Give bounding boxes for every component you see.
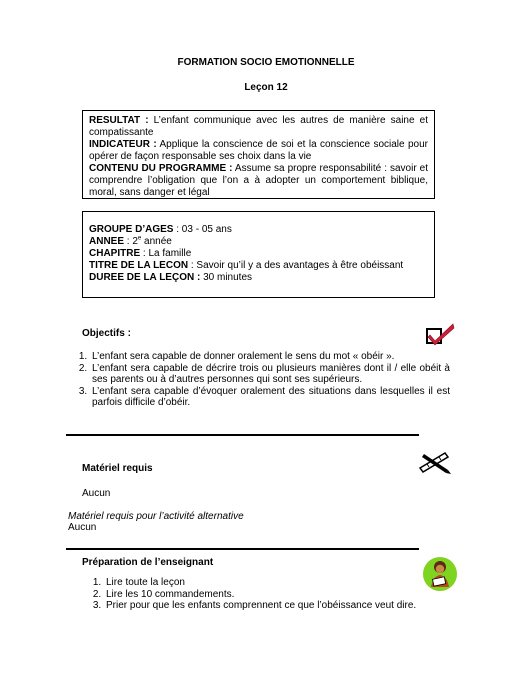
titre-line — [89, 260, 428, 272]
groupe-line — [89, 224, 428, 236]
materiel-alt-value: Aucun — [68, 522, 97, 533]
document-title: FORMATION SOCIO EMOTIONNELLE — [177, 57, 355, 68]
duree-line — [89, 272, 428, 284]
materiel-heading: Matériel requis — [82, 463, 153, 474]
preparation-list — [82, 577, 464, 612]
preparation-item: 1. Lire toute la leçon — [104, 577, 464, 589]
annee-text-a: : 2 — [124, 236, 138, 247]
annee-text-b: année — [141, 236, 172, 247]
objectif-item: 1. L’enfant sera capable de donner oralement le sens du mot « obéir ». — [90, 351, 450, 363]
chapitre-line — [89, 248, 428, 260]
objectifs-list — [68, 351, 450, 409]
annee-sup: e — [137, 235, 142, 242]
section-divider — [66, 434, 419, 436]
lesson-number: Leçon 12 — [244, 82, 288, 93]
materiel-alt-label: Matériel requis pour l’activité alternative — [68, 511, 244, 522]
contenu-line — [89, 163, 428, 199]
contenu-label: CONTENU DU PROGRAMME : — [89, 163, 233, 174]
checkbox-check-icon — [425, 322, 457, 346]
duree-text: 30 minutes — [200, 272, 253, 283]
pencil-ruler-icon — [418, 450, 452, 476]
preparation-heading: Préparation de l’enseignant — [82, 557, 214, 568]
duree-label: DUREE DE LA LEÇON : — [89, 272, 201, 283]
annee-label: ANNEE — [89, 236, 125, 247]
objectif-item: 2. L’enfant sera capable de décrire trois ou plusieurs manières dont il / elle obéit à ses parents ou à d’autres personnes qui sont ses supérieurs. — [90, 363, 450, 386]
resultat-text: L’enfant communique avec les autres de manière saine et compatissante — [89, 115, 428, 138]
objectif-item: 3. L’enfant sera capable d’évoquer oralement des situations dans lesquelles il est parfois difficile d’obéir. — [90, 386, 450, 409]
resultat-label: RESULTAT : — [89, 115, 149, 126]
titre-text: : Savoir qu’il y a des avantages à être obéissant — [188, 260, 404, 271]
titre-label: TITRE DE LA LECON — [89, 260, 189, 271]
contenu-text: Assume sa propre responsabilité : savoir et comprendre l’obligation que l’on a à adopter un comportement biblique, moral, sans danger et légal — [89, 163, 429, 198]
preparation-item: 3. Prier pour que les enfants comprennent ce que l’obéissance veut dire. — [104, 600, 464, 612]
objectifs-heading: Objectifs : — [82, 328, 131, 339]
section-divider — [66, 548, 419, 550]
chapitre-text: : La famille — [140, 248, 192, 259]
indicateur-line — [89, 139, 428, 163]
materiel-value: Aucun — [82, 488, 111, 499]
groupe-label: GROUPE D’AGES — [89, 224, 174, 235]
preparation-item: 2. Lire les 10 commandements. — [104, 589, 464, 601]
indicateur-text: Applique la conscience de soi et la conscience sociale pour opérer de façon responsable ses choix dans la vie — [89, 139, 429, 162]
chapitre-label: CHAPITRE — [89, 248, 141, 259]
indicateur-label: INDICATEUR : — [89, 139, 157, 150]
groupe-text: : 03 - 05 ans — [173, 224, 232, 235]
summary-box — [82, 110, 435, 199]
annee-line — [89, 236, 428, 248]
resultat-line — [89, 115, 428, 139]
lesson-info-box — [82, 211, 435, 298]
